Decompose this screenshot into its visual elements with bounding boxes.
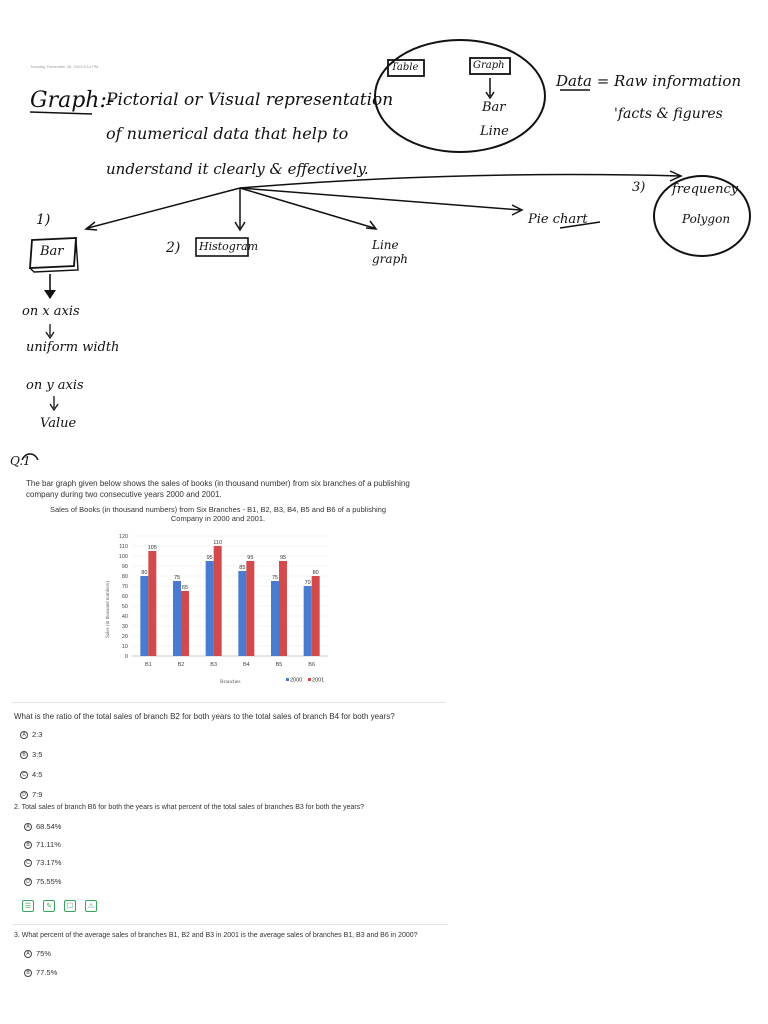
y-tick-label: 40 <box>121 613 128 620</box>
bar-B6-2001 <box>312 576 320 656</box>
branch1-number: 1) <box>36 212 51 228</box>
chart-x-label: Branches <box>220 679 241 685</box>
branch5-number: 3) <box>632 180 646 195</box>
question-2-option-c[interactable] <box>24 858 61 867</box>
data-label-B1-2000: 80 <box>141 570 148 576</box>
legend-2001: 2001 <box>312 677 325 684</box>
bar-word: Bar <box>482 100 506 115</box>
bookmark-icon[interactable]: ☐ <box>64 900 76 912</box>
data-label-B6-2000: 70 <box>304 580 311 586</box>
option-text: 75.55% <box>36 877 62 886</box>
branch3-label: Line graph <box>372 238 408 266</box>
chart-grid <box>132 536 328 656</box>
line-word: Line <box>480 124 509 139</box>
y-tick-label: 60 <box>121 593 128 600</box>
table-label: Table <box>391 62 419 73</box>
y-tick-label: 0 <box>124 653 128 660</box>
chart-title <box>18 505 418 523</box>
divider <box>12 924 448 925</box>
handwriting-strokes <box>0 0 768 460</box>
question-label: Q.1 <box>10 454 31 468</box>
x-tick-label: B2 <box>177 662 185 668</box>
question-1-option-c[interactable] <box>20 770 42 779</box>
chart-title-line1: Sales of Books (in thousand numbers) from Six Branches - B1, B2, B3, B4, B5 and B6 of a publishing <box>49 505 387 514</box>
x-tick-label: B5 <box>275 662 283 668</box>
branch2-number: 2) <box>166 240 181 256</box>
branch1-label: Bar <box>40 244 64 259</box>
bar-B5-2001 <box>279 561 287 656</box>
option-radio-icon: B <box>20 751 28 759</box>
option-text: 75% <box>36 949 52 958</box>
bar-B3-2000 <box>206 561 214 656</box>
facts-figures: 'facts & figures <box>614 106 723 122</box>
y-tick-label: 70 <box>121 583 128 590</box>
chart-legend <box>286 678 324 684</box>
circle-table-graph <box>375 40 545 152</box>
option-text: 7:9 <box>32 790 43 799</box>
uniform-width-note: uniform width <box>26 340 120 355</box>
data-label-B2-2000: 75 <box>173 575 181 581</box>
graph-label: Graph <box>473 60 505 71</box>
graph-definition-line2: of numerical data that help to <box>106 124 349 143</box>
option-radio-icon: A <box>20 731 28 739</box>
option-radio-icon: B <box>24 841 32 849</box>
option-text: 73.17% <box>36 858 62 867</box>
data-label-B1-2001: 105 <box>147 545 157 551</box>
y-tick-label: 110 <box>119 543 128 550</box>
data-label-B4-2000: 85 <box>239 565 246 571</box>
data-label-B5-2001: 95 <box>279 555 287 561</box>
option-text: 68.54% <box>36 822 62 831</box>
value-note: Value <box>40 416 77 431</box>
y-tick-label: 30 <box>121 623 128 630</box>
graph-definition-line3: understand it clearly & effectively. <box>106 160 369 178</box>
option-radio-icon: C <box>24 859 32 867</box>
x-tick-label: B1 <box>144 662 152 668</box>
chart-y-ticks <box>119 534 128 660</box>
question-1-text: What is the ratio of the total sales of branch B2 for both years to the total sales of branch B4 for both years? <box>14 712 395 721</box>
divider <box>12 702 446 703</box>
chart-bars <box>140 546 319 656</box>
branch5-line2: Polygon <box>682 212 731 226</box>
x-tick-label: B4 <box>242 662 250 668</box>
question-2-option-b[interactable] <box>24 840 61 849</box>
y-tick-label: 10 <box>121 643 128 650</box>
option-text: 71.11% <box>36 840 61 849</box>
bar-B2-2000 <box>173 581 181 656</box>
chart-y-label: Sales (in thousand numbers) <box>106 581 111 638</box>
report-icon[interactable]: ⚠ <box>85 900 97 912</box>
x-axis-note: on x axis <box>22 304 80 319</box>
y-tick-label: 120 <box>118 533 128 540</box>
question-intro: The bar graph given below shows the sales of books (in thousand number) from six branches of a publishing company during two consecutive years 2000 and 2001. <box>26 479 410 499</box>
legend-swatch-2001 <box>308 678 311 681</box>
x-tick-label: B6 <box>308 662 316 668</box>
bar-B6-2000 <box>304 586 312 656</box>
legend-2000: 2000 <box>290 677 303 684</box>
question-3-text: 3. What percent of the average sales of branches B1, B2 and B3 in 2001 is the average sales of branches B1, B3 and B6 in 2000? <box>14 932 418 939</box>
bar-B5-2000 <box>271 581 279 656</box>
question-1-option-d[interactable] <box>20 790 42 799</box>
y-tick-label: 90 <box>121 563 128 570</box>
note-date: Tuesday, December 26, 2023 6:14 PM <box>30 64 99 69</box>
list-icon[interactable]: ☰ <box>22 900 34 912</box>
bar-B2-2001 <box>181 591 189 656</box>
chart-title-line2: Company in 2000 and 2001. <box>170 514 266 523</box>
option-radio-icon: B <box>24 969 32 977</box>
bar-B4-2001 <box>246 561 254 656</box>
data-label-B3-2000: 95 <box>206 555 213 561</box>
x-tick-label: B3 <box>210 662 218 668</box>
y-tick-label: 50 <box>121 603 128 610</box>
y-tick-label: 20 <box>121 633 128 640</box>
option-radio-icon: D <box>24 878 32 886</box>
data-equation: Data = Raw information <box>556 72 742 90</box>
data-label-B5-2000: 75 <box>271 575 279 581</box>
question-2-option-d[interactable] <box>24 877 61 886</box>
option-text: 2:3 <box>32 730 43 739</box>
bar-B3-2001 <box>214 546 222 656</box>
data-label-B3-2001: 110 <box>213 540 223 546</box>
bar-B4-2000 <box>238 571 246 656</box>
bar-B1-2000 <box>140 576 148 656</box>
option-radio-icon: C <box>20 771 28 779</box>
question-1-option-b[interactable] <box>20 750 42 759</box>
question-1-option-a[interactable] <box>20 730 42 739</box>
branch2-label: Histogram <box>199 240 259 253</box>
bar-B1-2001 <box>148 551 156 656</box>
legend-swatch-2000 <box>286 678 289 681</box>
y-axis-note: on y axis <box>26 378 84 393</box>
option-text: 4:5 <box>32 770 43 779</box>
comment-icon[interactable]: ✎ <box>43 900 55 912</box>
y-tick-label: 100 <box>118 553 128 560</box>
question-3-option-a[interactable] <box>24 949 51 958</box>
option-radio-icon: A <box>24 950 32 958</box>
bar-chart <box>100 528 340 692</box>
chart-x-ticks <box>145 662 315 668</box>
option-text: 3:5 <box>32 750 43 759</box>
option-radio-icon: D <box>20 791 28 799</box>
y-tick-label: 80 <box>121 573 128 580</box>
data-label-B2-2001: 65 <box>181 585 189 591</box>
branch5-line1: frequency <box>672 182 739 197</box>
question-3-option-b[interactable] <box>24 968 57 977</box>
question-2-text: 2. Total sales of branch B6 for both the years is what percent of the total sales of branches B3 for both the years? <box>14 804 365 811</box>
chart-data-labels <box>141 540 318 591</box>
data-label-B6-2001: 80 <box>312 570 319 576</box>
graph-definition-label: Graph:- <box>30 88 115 113</box>
data-label-B4-2001: 95 <box>247 555 254 561</box>
option-text: 77.5% <box>36 968 58 977</box>
graph-definition-line1: Pictorial or Visual representation <box>106 90 394 110</box>
question-toolbar <box>22 900 97 912</box>
branch4-label: Pie chart <box>528 212 588 227</box>
option-radio-icon: A <box>24 823 32 831</box>
question-2-option-a[interactable] <box>24 822 61 831</box>
